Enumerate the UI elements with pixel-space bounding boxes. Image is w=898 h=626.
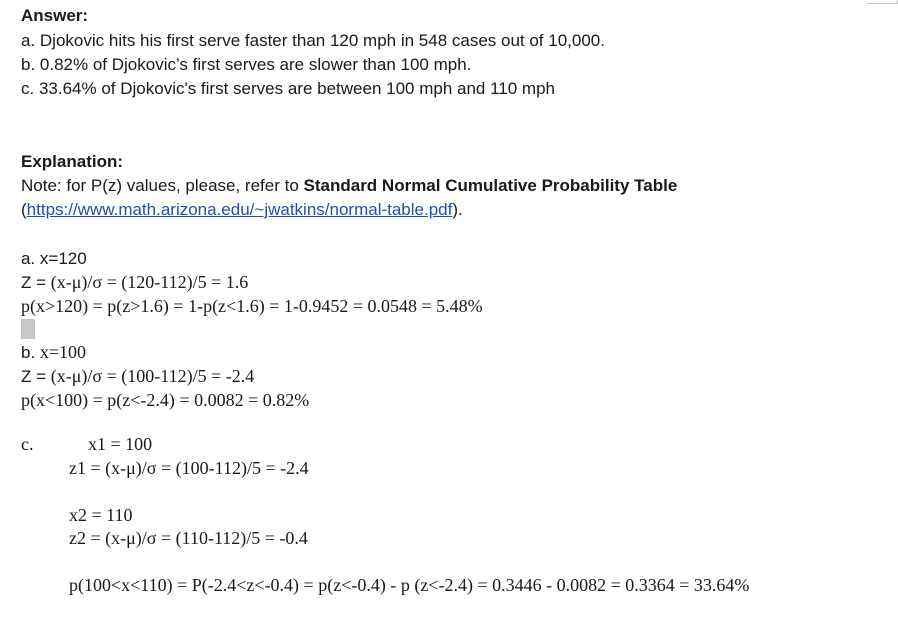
part-b-prefix: b. bbox=[21, 343, 40, 362]
normal-table-link[interactable]: https://www.math.arizona.edu/~jwatkins/normal-table.pdf bbox=[26, 200, 453, 219]
selection-cursor bbox=[21, 319, 35, 339]
part-b-p-line: p(x<100) = p(z<-2.4) = 0.0082 = 0.82% bbox=[21, 390, 310, 410]
answer-a: a. Djokovic hits his first serve faster than 120 mph in 548 cases out of 10,000. bbox=[21, 31, 605, 50]
explanation-note bbox=[21, 176, 677, 196]
part-b-x-line bbox=[21, 342, 86, 363]
note-table-name: Standard Normal Cumulative Probability Table bbox=[303, 176, 678, 195]
page-corner-mark bbox=[867, 0, 898, 4]
part-b-x: x=100 bbox=[39, 342, 87, 362]
part-a-z: (x-μ)/σ = (120-112)/5 = 1.6 bbox=[50, 272, 249, 292]
part-b-z-prefix: Z = bbox=[21, 367, 51, 386]
part-c-z1-line bbox=[69, 458, 309, 479]
part-a-x: x=120 bbox=[39, 249, 87, 268]
part-a-prefix: a. bbox=[21, 249, 40, 268]
part-c-z2: (x-μ)/σ = (110-112)/5 = -0.4 bbox=[105, 528, 308, 548]
part-c-label: c. bbox=[21, 434, 34, 454]
part-a-x-line bbox=[21, 249, 87, 269]
part-c-z1-prefix: z1 = bbox=[69, 458, 106, 478]
part-c-p-line: p(100<x<110) = P(-2.4<z<-0.4) = p(z<-0.4) - p (z<-2.4) = 0.3446 - 0.0082 = 0.3364 = 33.64% bbox=[69, 575, 750, 595]
note-prefix: Note: for P(z) values, please, refer to bbox=[21, 176, 304, 195]
answer-c: c. 33.64% of Djokovic's first serves are between 100 mph and 110 mph bbox=[21, 79, 555, 98]
explanation-heading: Explanation: bbox=[21, 152, 124, 171]
part-b-z-line bbox=[21, 366, 254, 387]
part-a-z-line bbox=[21, 272, 248, 293]
answer-heading: Answer: bbox=[21, 6, 89, 25]
part-c-z2-line bbox=[69, 528, 308, 549]
part-a-p-line: p(x>120) = p(z>1.6) = 1-p(z<1.6) = 1-0.9452 = 0.0548 = 5.48% bbox=[21, 296, 483, 316]
part-a-z-prefix: Z = bbox=[21, 273, 51, 292]
answer-b: b. 0.82% of Djokovic’s first serves are slower than 100 mph. bbox=[21, 55, 472, 74]
part-b-z: (x-μ)/σ = (100-112)/5 = -2.4 bbox=[50, 366, 255, 386]
part-c-x2: x2 = 110 bbox=[69, 505, 133, 525]
explanation-link-line bbox=[21, 200, 463, 220]
link-close-paren: ). bbox=[452, 200, 463, 219]
part-c-x1: x1 = 100 bbox=[88, 434, 153, 454]
part-c-z2-prefix: z2 = bbox=[69, 528, 106, 548]
link-open-paren: ( bbox=[21, 200, 27, 219]
part-c-z1: (x-μ)/σ = (100-112)/5 = -2.4 bbox=[105, 458, 309, 478]
